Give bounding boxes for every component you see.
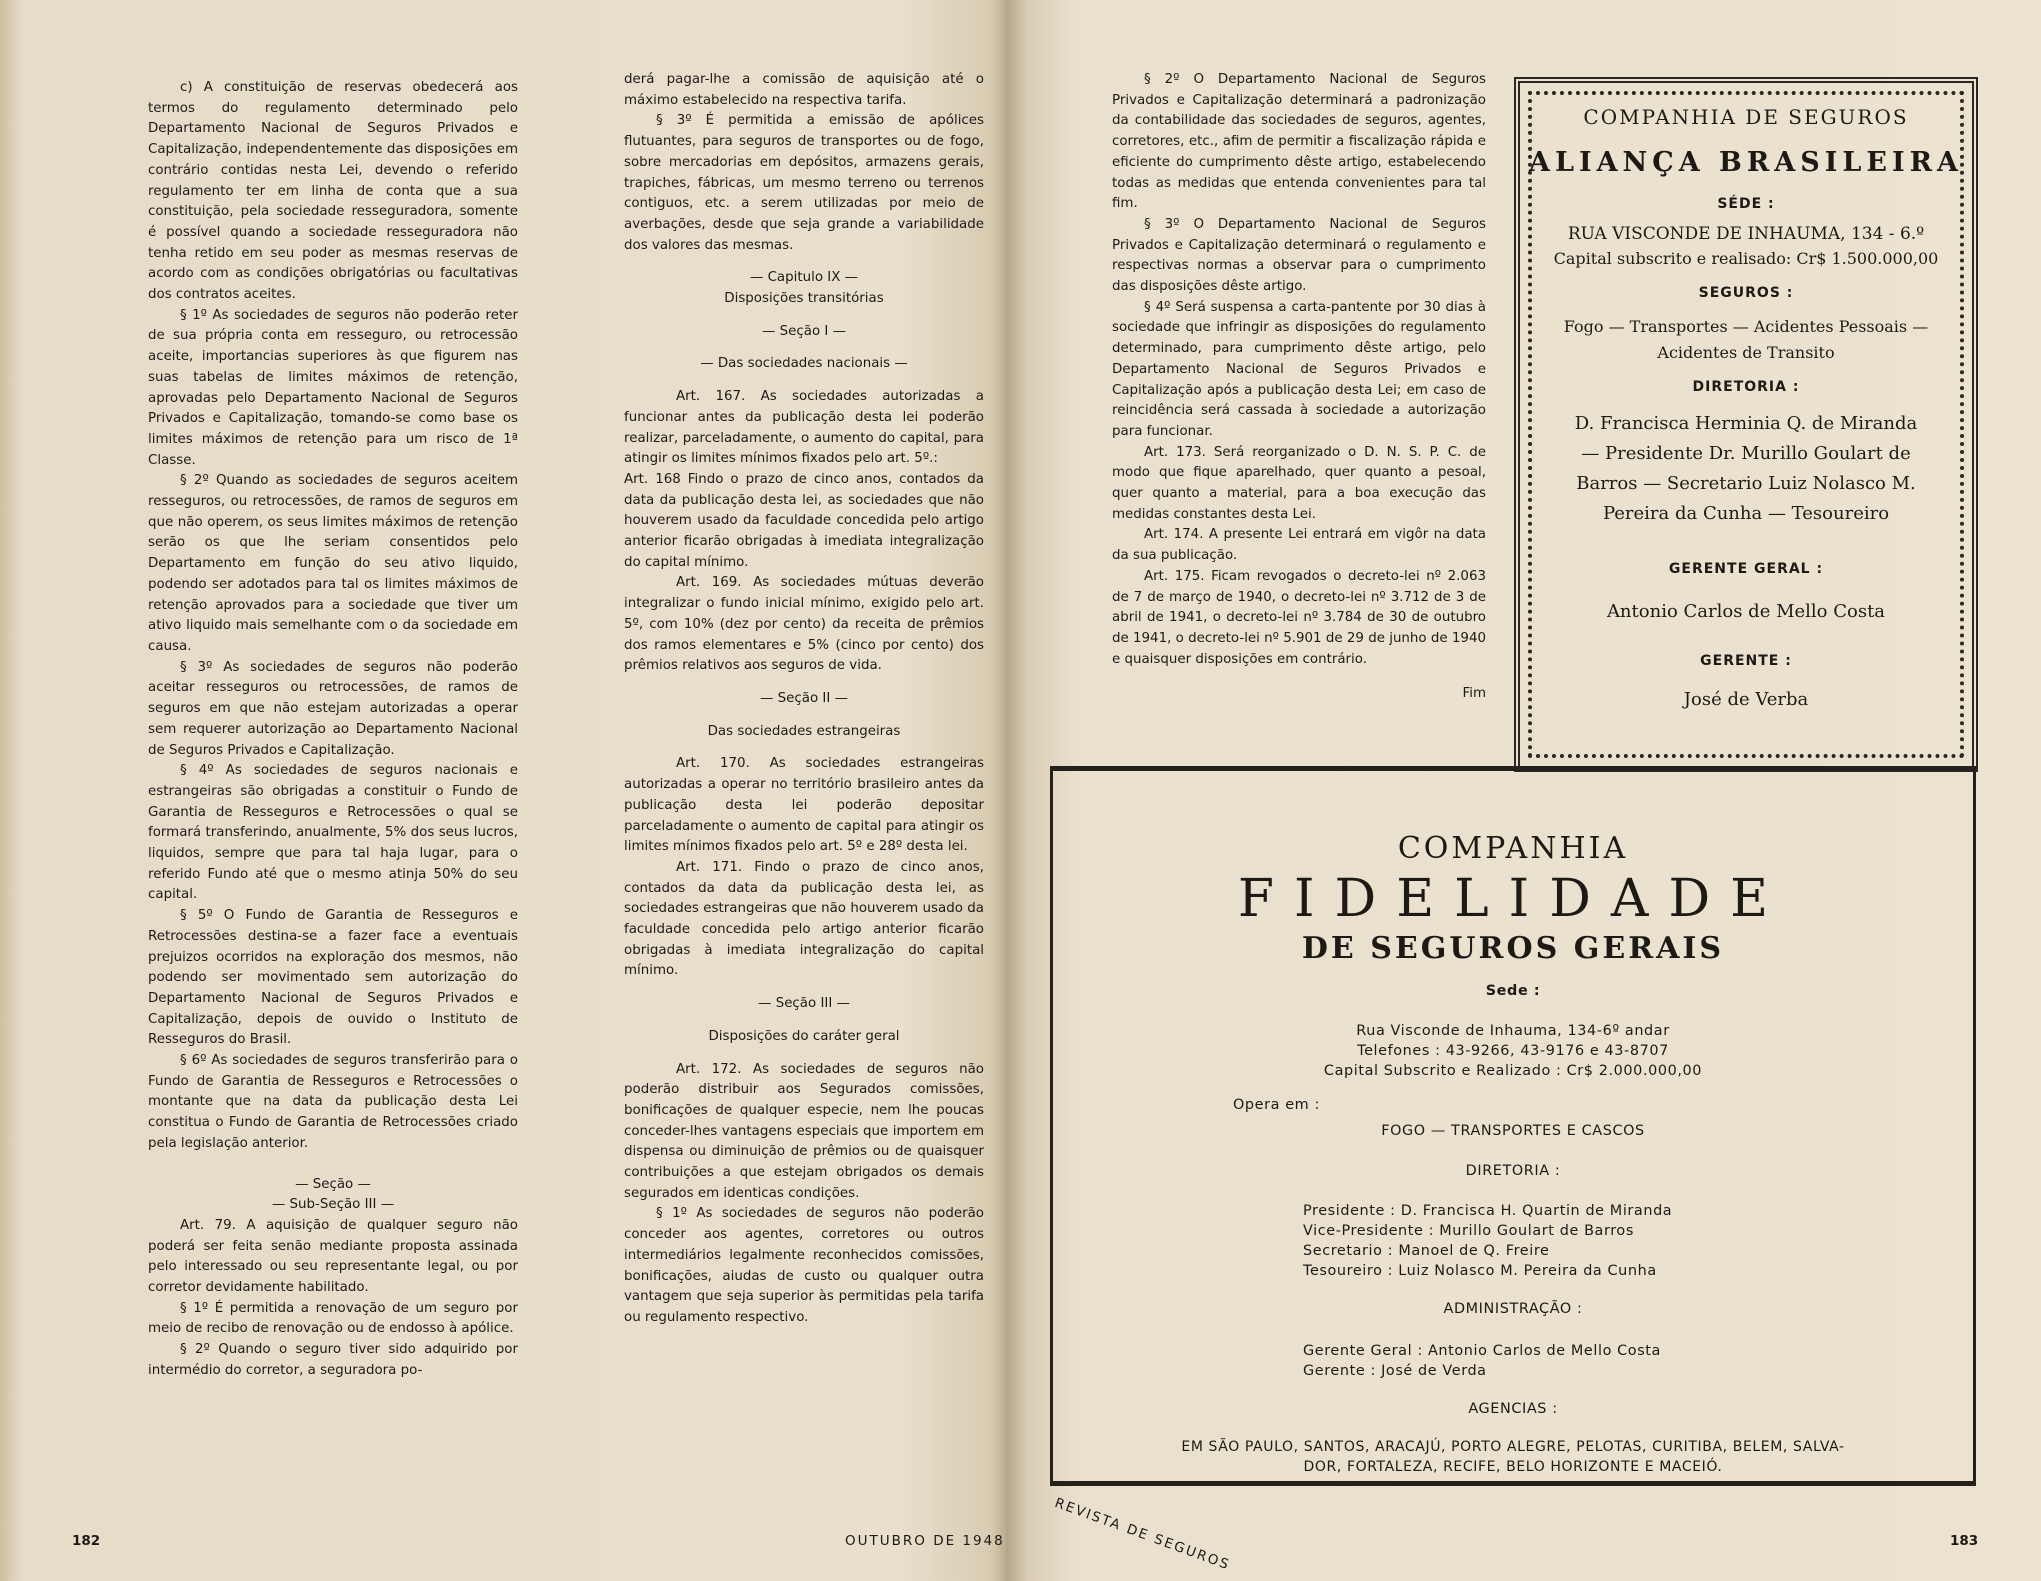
paragraph: § 2º Quando as sociedades de seguros aceitem resseguros, ou retrocessões, de ramos de seguros em que não operem, os seus limites máximos de retenção serão os que lhe seriam consentidos pelo Departamento em função do seu ativo liquido, podendo ser adotados para tal os limites máximos de retenção aprovados para a sociedade que tiver um ativo liquido mais semelhante com o da sociedade em causa. — [148, 473, 518, 654]
subsection-heading: — Sub-Seção III — — [271, 1197, 395, 1213]
ad-president: Presidente : D. Francisca H. Quartin de Miranda — [1303, 1203, 1673, 1219]
paragraph: § 3º É permitida a emissão de apólices flutuantes, para seguros de transportes ou de fogo, sobre mercadorias em depósitos, armazens gerais, trapiches, fábricas, um mesmo terreno ou terrenos contiguos, etc. a serem utilizadas por meio de averbações, desde que seja grande a variabilidade dos valores das mesmas. — [624, 113, 984, 253]
page-footer-left: OUTUBRO DE 1948 — [845, 1533, 1005, 1549]
paragraph: Art. 167. As sociedades autorizadas a funcionar antes da publicação desta lei poderão realizar, parceladamente, o aumento do capital, para atingir os limites mínimos fixados pelo art. 5º.: — [624, 389, 984, 467]
paragraph: Art. 169. As sociedades mútuas deverão integralizar o fundo inicial mínimo, exigido pelo art. 5º, com 10% (dez por cento) da receita de prêmios dos ramos elementares e 5% (cinco por cento) dos prêmios relativos aos seguros de vida. — [624, 575, 984, 674]
paragraph: Art. 173. Será reorganizado o D. N. S. P. C. de modo que fique aparelhado, quer quanto a pesoal, quer quanto a material, para a boa execução das medidas constantes desta Lei. — [1112, 444, 1486, 522]
paragraph: § 1º É permitida a renovação de um seguro por meio de recibo de renovação ou de endosso à apólice. — [148, 1300, 518, 1337]
ad-diretoria-label: DIRETORIA : — [1692, 379, 1800, 395]
paragraph: § 4º Será suspensa a carta-pantente por 30 dias à sociedade que infringir as disposições do regulamento determinado, para cumprimento dêste artigo, pelo Departamento Nacional de Seguros Privados e Capitalização após a publicação desta Lei; em caso de reincidência será cassada à sociedade a autorização para funcionar. — [1112, 299, 1486, 439]
ad-vice-president: Vice-Presidente : Murillo Goulart de Barros — [1303, 1223, 1634, 1239]
ad-company-label: COMPANHIA — [1397, 831, 1629, 866]
section-title: Das sociedades estrangeiras — [707, 723, 901, 739]
ad-sede-label: Sede : — [1485, 983, 1541, 999]
chapter-heading: — Capitulo IX — — [749, 270, 859, 286]
ad-opera: FOGO — TRANSPORTES E CASCOS — [1381, 1123, 1645, 1139]
paragraph: Art. 174. A presente Lei entrará em vigôr na data da sua publicação. — [1112, 527, 1486, 564]
page-number-right: 183 — [1950, 1533, 1979, 1549]
ad-diretoria-line: Pereira da Cunha — Tesoureiro — [1602, 503, 1890, 524]
paragraph: § 3º As sociedades de seguros não poderão aceitar resseguros ou retrocessões, de ramos de seguros em que não estejam autorizadas a operar sem requerer autorização ao Departamento Nacional de Seguros Privados e Capitalização. — [148, 659, 518, 758]
left-column-1 — [148, 78, 518, 1382]
left-column-2 — [624, 70, 984, 1329]
ad-opera-label: Opera em : — [1233, 1097, 1320, 1113]
section-heading: — Seção — — [295, 1176, 371, 1192]
ad-diretoria-line: — Presidente Dr. Murillo Goulart de — [1581, 443, 1911, 464]
ad-address: RUA VISCONDE DE INHAUMA, 134 - 6.º — [1567, 224, 1925, 244]
ad-address: Rua Visconde de Inhauma, 134-6º andar — [1356, 1023, 1670, 1039]
ad-diretoria-line: Barros — Secretario Luiz Nolasco M. — [1576, 473, 1916, 494]
paragraph: Art. 168 Findo o prazo de cinco anos, contados da data da publicação desta lei, as sociedades que não houverem usado da faculdade concedida pelo artigo anterior ficarão obrigadas à imediata integralização do capital mínimo. — [624, 471, 984, 570]
ad-gerente-label: GERENTE : — [1700, 653, 1792, 669]
paragraph: § 6º As sociedades de seguros transferirão para o Fundo de Garantia de Resseguros e Retrocessões o montante que na data da publicação desta Lei constitua o Fundo de Garantia de Retrocessões criado pela legislação anterior. — [148, 1053, 518, 1151]
section-heading: — Seção III — — [758, 996, 850, 1012]
end-mark: Fim — [1462, 686, 1486, 702]
ad-gerente-geral: Gerente Geral : Antonio Carlos de Mello Costa — [1303, 1343, 1661, 1359]
paragraph: Art. 79. A aquisição de qualquer seguro não poderá ser feita senão mediante proposta assinada pelo interessado ou seu representante legal, ou por corretor devidamente habilitado. — [148, 1217, 518, 1296]
ad-agencias-line: DOR, FORTALEZA, RECIFE, BELO HORIZONTE E MACEIÓ. — [1303, 1459, 1723, 1475]
paragraph: § 2º Quando o seguro tiver sido adquirido por intermédio do corretor, a seguradora po- — [148, 1342, 518, 1378]
ad-company-name: ALIANÇA BRASILEIRA — [1529, 147, 1963, 178]
paragraph: § 4º As sociedades de seguros nacionais e estrangeiras são obrigadas a constituir o Fundo de Garantia de Resseguros e Retrocessões o qual se formará transferindo, anualmente, 5% dos seus lucros, liquidos, sempre que para tal haja lugar, para o referido Fundo até que o mesmo atinja 50% do seu capital. — [148, 763, 518, 903]
paragraph: Art. 175. Ficam revogados o decreto-lei nº 2.063 de 7 de março de 1940, o decreto-lei nº 3.712 de 3 de abril de 1941, o decreto-lei nº 3.784 de 30 de outubro de 1941, o decreto-lei nº 5.901 de 29 de junho de 1940 e quaisquer disposições em contrário. — [1112, 568, 1486, 667]
paragraph: § 2º O Departamento Nacional de Seguros Privados e Capitalização determinará a padronização da contabilidade das sociedades de seguros, agentes, corretores, etc., afim de permitir a fiscalização rápida e eficiente do cumprimento dêste artigo, estabelecendo todas as medidas que entenda convenientes para tal fim. — [1112, 72, 1486, 212]
paragraph: § 1º As sociedades de seguros não poderão reter de sua própria conta em resseguro, ou retrocessão aceite, importancias superiores às que figurem nas suas tabelas de limites máximos de retenção, aprovadas pelo Departamento Nacional de Seguros Privados e Capitalização, tomando-se como base os limites máximos de retenção para um risco de 1ª Classe. — [148, 307, 518, 468]
ad-gerente-geral: Antonio Carlos de Mello Costa — [1606, 601, 1886, 622]
paragraph: § 5º O Fundo de Garantia de Resseguros e Retrocessões destina-se a fazer face a eventuais prejuizos ocorridos na exploração dos mesmos, não podendo ser movimentado sem autorização do Departamento Nacional de Seguros Privados e Capitalização, depois de ouvido o Instituto de Resseguros do Brasil. — [148, 908, 518, 1048]
paragraph: derá pagar-lhe a comissão de aquisição até o máximo estabelecido na respectiva tarifa. — [624, 72, 984, 108]
page-footer-right: REVISTA DE SEGUROS — [1052, 1495, 1233, 1574]
paragraph: c) A constituição de reservas obedecerá aos termos do regulamento determinado pelo Departamento Nacional de Seguros Privados e Capitalização, independentemente das disposições em contrário contidas nesta Lei, devendo o referido regulamento ter em linha de conta que a sua constituição, pela sociedade resseguradora, somente é possível quando a sociedade resseguradora não tenha retido em seu poder as mesmas reservas de acordo com as condições obrigatórias ou facultativas dos contratos aceites. — [148, 80, 518, 303]
paragraph: Art. 171. Findo o prazo de cinco anos, contados da data da publicação desta lei, as sociedades estrangeiras que não houverem usado da faculdade concedida pelo artigo anterior ficarão obrigadas à imediata integralização do capital mínimo. — [624, 859, 984, 979]
section-heading: — Seção I — — [762, 323, 846, 339]
ad-capital: Capital Subscrito e Realizado : Cr$ 2.000.000,00 — [1323, 1063, 1703, 1079]
ad-agencias-label: AGENCIAS : — [1468, 1401, 1558, 1417]
ad-phones: Telefones : 43-9266, 43-9176 e 43-8707 — [1357, 1043, 1669, 1059]
paragraph: Art. 172. As sociedades de seguros não poderão distribuir aos Segurados comissões, bonificações de qualquer especie, nem lhe poucas conceder-lhes vantagens especiais que importem em dispensa ou diminuição de prêmios ou de quaisquer contribuições a que estejam obrigados os demais segurados em identicas condições. — [624, 1061, 984, 1201]
alianca-advertisement — [1514, 77, 1978, 772]
fidelidade-advertisement — [1050, 766, 1976, 1486]
right-column — [1112, 70, 1486, 705]
paragraph: Art. 170. As sociedades estrangeiras autorizadas a operar no território brasileiro antes da publicação desta lei poderão depositar parceladamente o aumento de capital para atingir os limites mínimos fixados pelo art. 5º e 28º desta lei. — [624, 756, 984, 855]
ad-company-name: FIDELIDADE — [1237, 869, 1789, 929]
chapter-title: Disposições transitórias — [724, 291, 884, 307]
section-title: — Das sociedades nacionais — — [700, 356, 908, 372]
ad-diretoria-label: DIRETORIA : — [1465, 1163, 1561, 1179]
ad-sede-label: SÉDE : — [1717, 196, 1775, 212]
ad-treasurer: Tesoureiro : Luiz Nolasco M. Pereira da Cunha — [1303, 1263, 1657, 1279]
ad-administracao-label: ADMINISTRAÇÃO : — [1443, 1301, 1583, 1317]
ad-seguros-line: Acidentes de Transito — [1657, 343, 1835, 362]
section-title: Disposições do caráter geral — [708, 1028, 900, 1044]
ad-capital: Capital subscrito e realisado: Cr$ 1.500.000,00 — [1553, 249, 1939, 268]
ad-gerente: Gerente : José de Verda — [1303, 1363, 1487, 1379]
section-heading: — Seção II — — [760, 690, 848, 706]
ad-seguros-line: Fogo — Transportes — Acidentes Pessoais — — [1563, 317, 1929, 336]
ad-seguros-label: SEGUROS : — [1698, 285, 1794, 301]
page-number-left: 182 — [72, 1533, 101, 1549]
ad-diretoria-line: D. Francisca Herminia Q. de Miranda — [1574, 413, 1918, 434]
ad-secretary: Secretario : Manoel de Q. Freire — [1303, 1243, 1550, 1259]
ad-agencias-line: EM SÃO PAULO, SANTOS, ARACAJÚ, PORTO ALEGRE, PELOTAS, CURITIBA, BELEM, SALVA- — [1181, 1439, 1845, 1455]
ad-gerente: José de Verba — [1683, 689, 1809, 710]
ad-gerente-geral-label: GERENTE GERAL : — [1668, 561, 1824, 577]
ad-company-label: COMPANHIA DE SEGUROS — [1583, 105, 1909, 129]
paragraph: § 3º O Departamento Nacional de Seguros Privados e Capitalização determinará o regulamento e respectivas normas a observar para o cumprimento das disposições dêste artigo. — [1112, 216, 1486, 295]
ad-company-subtitle: DE SEGUROS GERAIS — [1301, 931, 1725, 966]
paragraph: § 1º As sociedades de seguros não poderão conceder aos agentes, corretores ou outros intermediários legalmente reconhecidos comissões, bonificações, aiudas de custo ou qualquer outra vantagem que seja superior às permitidas pela tarifa ou regulamento respectivo. — [624, 1206, 984, 1325]
left-page — [0, 0, 1006, 1581]
